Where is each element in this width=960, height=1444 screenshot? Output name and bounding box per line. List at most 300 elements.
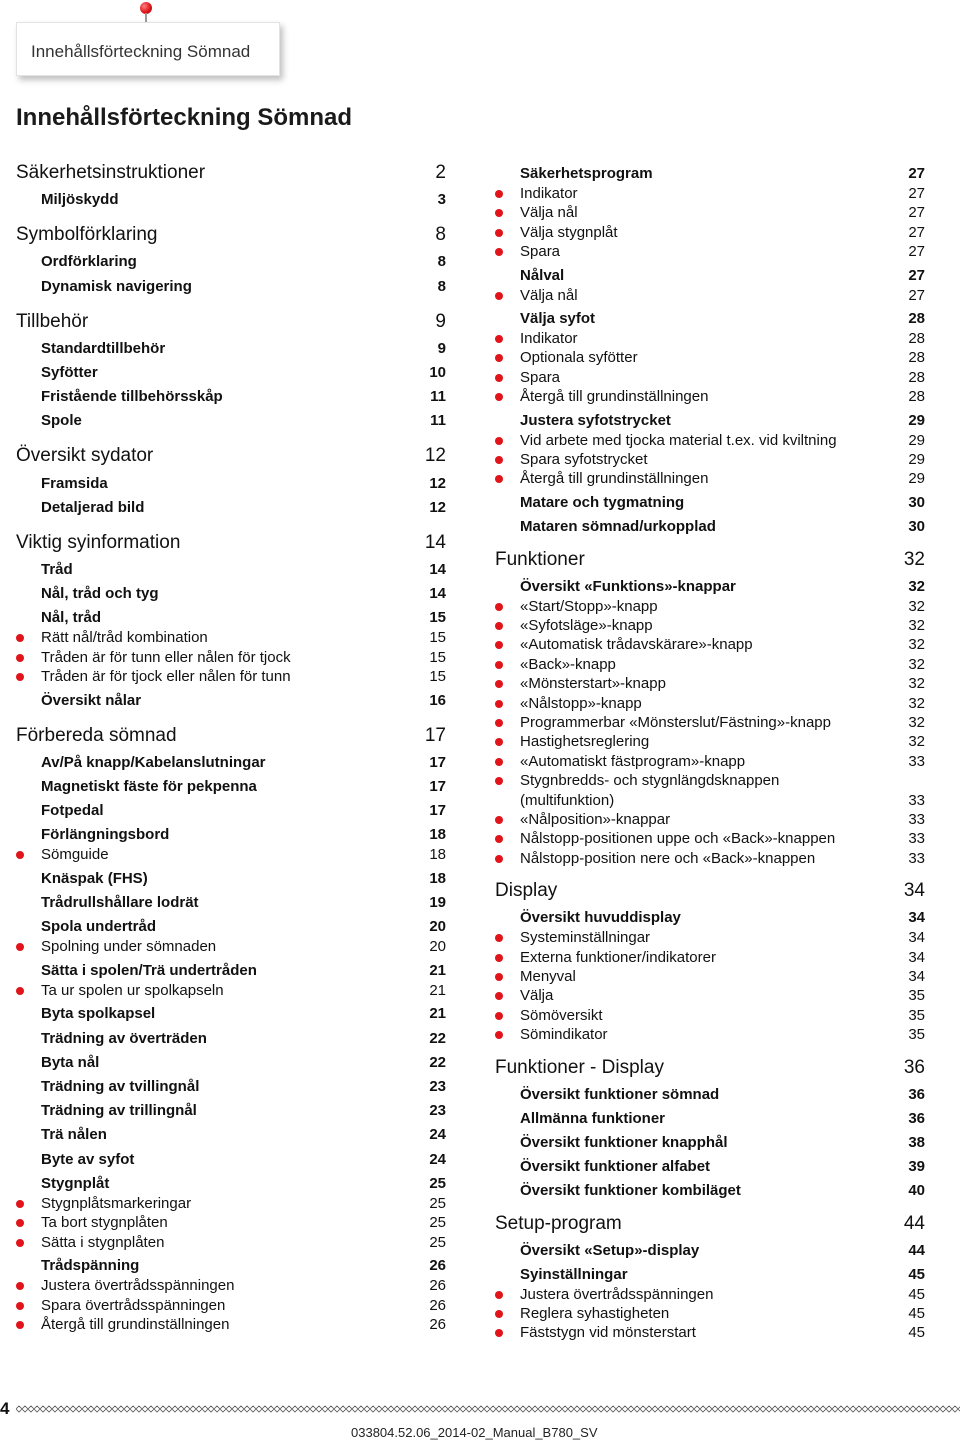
toc-entry-page: 32 (908, 636, 925, 654)
toc-bullet-row[interactable] (495, 1304, 925, 1323)
toc-entry-page: 34 (908, 948, 925, 966)
toc-entry-title: Framsida (41, 474, 108, 492)
toc-entry-title: Av/På knapp/Kabelanslutningar (41, 753, 266, 771)
toc-entry-title: Säkerhetsinstruktioner (16, 162, 206, 183)
toc-entry-page: 34 (908, 967, 925, 985)
toc-entry-page: 29 (908, 450, 925, 468)
toc-entry-title: Tillbehör (16, 310, 89, 332)
toc-entry-title: «Nålposition»-knappar (520, 811, 671, 829)
toc-entry-title: Justera övertrådsspänningen (520, 1285, 714, 1303)
toc-entry-title: Symbolförklaring (16, 224, 158, 246)
page-number: 4 (0, 1399, 10, 1418)
toc-entry-page: 17 (429, 753, 446, 771)
toc-entry-title: Optionala syfötter (520, 349, 638, 367)
toc-entry-page: 11 (430, 388, 446, 406)
toc-entry-title: Byte av syfot (41, 1150, 135, 1168)
toc-entry-page: 33 (908, 811, 925, 829)
toc-entry-title: Välja stygnplåt (520, 223, 618, 241)
toc-entry-page: 28 (908, 329, 925, 347)
toc-entry-title: Trädning av överträden (41, 1029, 207, 1047)
toc-entry-page: 45 (908, 1324, 925, 1342)
toc-bullet-row[interactable] (495, 348, 925, 367)
toc-bullet-row[interactable] (495, 1025, 925, 1044)
toc-entry-page: 23 (429, 1102, 446, 1120)
toc-entry-page: 11 (430, 412, 446, 430)
toc-bullet-row[interactable] (495, 286, 925, 305)
toc-entry-title: Tråden är för tjock eller nålen för tunn (41, 668, 291, 686)
toc-subsection-row[interactable] (495, 577, 925, 597)
toc-bullet-row[interactable] (16, 628, 446, 647)
toc-entry-page: 27 (908, 266, 925, 284)
toc-subsection-row[interactable] (16, 387, 446, 407)
toc-entry-page: 14 (429, 585, 446, 603)
toc-entry-page: 27 (908, 243, 925, 261)
toc-bullet-row[interactable] (495, 469, 925, 488)
toc-entry-title: «Automatisk trådavskärare»-knapp (520, 636, 753, 654)
toc-bullet-row[interactable] (16, 1276, 446, 1295)
toc-bullet-row[interactable] (16, 1194, 446, 1213)
toc-entry-page: 35 (908, 1006, 925, 1024)
toc-entry-title: Välja (520, 987, 554, 1005)
toc-bullet-row[interactable] (495, 694, 925, 713)
toc-entry-page: 21 (429, 961, 446, 979)
toc-subsection-row[interactable] (16, 474, 446, 494)
toc-bullet-row[interactable] (495, 928, 925, 947)
toc-entry-title: Översikt funktioner kombiläget (520, 1181, 741, 1199)
toc-bullet-row[interactable] (495, 329, 925, 348)
toc-entry-title: Justera syfotstrycket (520, 411, 671, 429)
toc-entry-page: 36 (908, 1085, 925, 1103)
toc-entry-page: 8 (435, 224, 446, 246)
toc-entry-title: Viktig syinformation (16, 531, 181, 553)
toc-entry-page: 33 (908, 791, 925, 809)
toc-entry-page: 33 (908, 830, 925, 848)
toc-entry-page: 17 (429, 777, 446, 795)
toc-entry-page: 17 (424, 724, 446, 746)
toc-entry-title: Miljöskydd (41, 191, 119, 209)
toc-subsection-row[interactable] (16, 277, 446, 297)
toc-entry-title: Spara (520, 368, 561, 386)
toc-entry-page: 36 (908, 1109, 925, 1127)
toc-bullet-row[interactable] (16, 981, 446, 1000)
toc-entry-page: 32 (908, 597, 925, 615)
toc-section-row[interactable] (16, 160, 446, 186)
toc-bullet-row[interactable] (495, 771, 925, 810)
toc-entry-title: Översikt huvuddisplay (520, 909, 681, 927)
toc-section-row[interactable] (495, 878, 925, 904)
toc-bullet-row[interactable] (495, 732, 925, 751)
toc-subsection-row[interactable] (16, 1077, 446, 1097)
toc-subsection-row[interactable] (16, 339, 446, 359)
toc-section-row[interactable] (495, 1211, 925, 1237)
toc-subsection-row[interactable] (16, 869, 446, 889)
toc-section-row[interactable] (16, 222, 446, 248)
toc-subsection-row[interactable] (495, 517, 925, 537)
toc-entry-title: «Syfotsläge»-knapp (520, 617, 653, 635)
toc-subsection-row[interactable] (16, 917, 446, 937)
toc-entry-title: «Automatiskt fästprogram»-knapp (520, 752, 746, 770)
toc-entry-title: Vid arbete med tjocka material t.ex. vid kviltning (520, 431, 837, 449)
toc-entry-title: Dynamisk navigering (41, 277, 192, 295)
toc-entry-page: 25 (429, 1174, 446, 1192)
toc-entry-page: 38 (908, 1133, 925, 1151)
toc-entry-title: Återgå till grundinställningen (520, 388, 709, 406)
toc-entry-page: 23 (429, 1078, 446, 1096)
toc-bullet-row[interactable] (495, 752, 925, 771)
toc-entry-page: 14 (424, 531, 446, 553)
toc-bullet-row[interactable] (495, 1323, 925, 1342)
toc-entry-title: Setup-program (495, 1212, 622, 1234)
toc-subsection-row[interactable] (495, 266, 925, 286)
toc-entry-title: Display (495, 880, 558, 902)
toc-subsection-row[interactable] (16, 608, 446, 628)
toc-subsection-row[interactable] (16, 584, 446, 604)
toc-entry-title: Återgå till grundinställningen (41, 1315, 230, 1333)
toc-bullet-row[interactable] (16, 1233, 446, 1252)
toc-entry-title: Spolning under sömnaden (41, 938, 217, 956)
toc-entry-page: 33 (908, 752, 925, 770)
toc-entry-title: Mataren sömnad/urkopplad (520, 517, 716, 535)
toc-entry-page: 33 (908, 849, 925, 867)
toc-entry-title: Syfötter (41, 363, 98, 381)
toc-entry-title: Standardtillbehör (41, 339, 166, 357)
toc-entry-page: 25 (429, 1194, 446, 1212)
toc-entry-page: 32 (908, 577, 925, 595)
toc-bullet-row[interactable] (16, 648, 446, 667)
toc-entry-title: Spara syfotstrycket (520, 450, 648, 468)
toc-entry-page: 15 (429, 668, 446, 686)
toc-bullet-row[interactable] (16, 845, 446, 864)
toc-entry-title: Förbereda sömnad (16, 724, 177, 746)
toc-entry-title: Menyval (520, 967, 576, 985)
toc-entry-title: Översikt «Setup»-display (520, 1241, 700, 1259)
toc-entry-page: 14 (429, 560, 446, 578)
toc-entry-title: Ta ur spolen ur spolkapseln (41, 981, 224, 999)
toc-entry-title: Välja syfot (520, 309, 596, 327)
toc-subsection-row[interactable] (16, 363, 446, 383)
toc-entry-title: Programmerbar «Mönsterslut/Fästning»-knapp (520, 714, 831, 732)
toc-entry-title: Återgå till grundinställningen (520, 470, 709, 488)
toc-bullet-row[interactable] (495, 597, 925, 616)
toc-entry-title: Nålstopp-positionen uppe och «Back»-knappen (520, 830, 836, 848)
toc-section-row[interactable] (495, 1055, 925, 1081)
toc-bullet-row[interactable] (495, 242, 925, 261)
toc-entry-page: 12 (424, 445, 446, 467)
toc-entry-title: Trädning av tvillingnål (41, 1078, 200, 1096)
toc-entry-title: Översikt sydator (16, 445, 154, 467)
toc-entry-title: Fristående tillbehörsskåp (41, 388, 223, 406)
toc-entry-page: 27 (908, 185, 925, 202)
toc-bullet-row[interactable] (495, 387, 925, 406)
toc-left-column (16, 160, 446, 1334)
header-tab-title: Innehållsförteckning Sömnad (31, 42, 251, 61)
toc-entry-title: Stygnplåt (41, 1174, 110, 1192)
toc-entry-page: 39 (908, 1157, 925, 1175)
toc-entry-page: 27 (908, 286, 925, 304)
toc-entry-page: 8 (437, 253, 446, 271)
toc-subsection-row[interactable] (495, 164, 925, 184)
toc-bullet-row[interactable] (495, 1285, 925, 1304)
toc-right-column (495, 160, 925, 1343)
toc-entry-page: 17 (429, 802, 446, 820)
toc-entry-page: 27 (908, 223, 925, 241)
footer-zigzag-rule (16, 1404, 960, 1414)
page-title: Innehållsförteckning Sömnad (16, 104, 353, 131)
toc-subsection-row[interactable] (495, 1133, 925, 1153)
toc-bullet-row[interactable] (495, 829, 925, 848)
toc-bullet-row[interactable] (495, 431, 925, 450)
toc-subsection-row[interactable] (495, 493, 925, 513)
toc-entry-title: Spara (520, 243, 561, 261)
toc-subsection-row[interactable] (16, 190, 446, 210)
toc-entry-title: «Start/Stopp»-knapp (520, 597, 658, 615)
toc-entry-page: 29 (908, 470, 925, 488)
toc-entry-page: 36 (903, 1056, 925, 1078)
toc-entry-title: Spola undertråd (41, 918, 157, 936)
toc-entry-page: 30 (908, 493, 925, 511)
toc-entry-page: 22 (429, 1029, 446, 1047)
toc-subsection-row[interactable] (16, 753, 446, 773)
toc-bullet-row[interactable] (16, 667, 446, 686)
toc-bullet-row[interactable] (16, 937, 446, 956)
toc-bullet-row[interactable] (495, 948, 925, 967)
toc-bullet-row[interactable] (495, 368, 925, 387)
toc-entry-page: 8 (437, 277, 446, 295)
toc-entry-title: Reglera syhastigheten (520, 1304, 670, 1322)
toc-entry-page: 32 (903, 548, 925, 570)
toc-subsection-row[interactable] (495, 1241, 925, 1261)
toc-entry-page: 28 (908, 309, 925, 327)
toc-entry-page: 20 (429, 938, 446, 956)
toc-entry-page: 32 (908, 675, 925, 693)
toc-entry-title: Matare och tygmatning (520, 493, 685, 511)
toc-bullet-row[interactable] (495, 986, 925, 1005)
toc-bullet-row[interactable] (495, 713, 925, 732)
toc-entry-title: Byta nål (41, 1053, 100, 1071)
toc-entry-title: Allmänna funktioner (520, 1109, 666, 1127)
toc-entry-page: 16 (429, 691, 446, 709)
toc-subsection-row[interactable] (495, 309, 925, 329)
toc-entry-page: 34 (903, 880, 925, 902)
toc-entry-title: Funktioner (495, 548, 585, 570)
toc-entry-title: «Mönsterstart»-knapp (520, 675, 666, 693)
toc-subsection-row[interactable] (16, 825, 446, 845)
toc-entry-page: 9 (435, 310, 446, 332)
toc-entry-title: Översikt funktioner sömnad (520, 1085, 720, 1103)
document-code: 033804.52.06_2014-02_Manual_B780_SV (351, 1425, 598, 1440)
toc-bullet-row[interactable] (16, 1213, 446, 1232)
toc-entry-title: Funktioner - Display (495, 1056, 664, 1078)
toc-entry-title: Sömindikator (520, 1026, 608, 1044)
toc-entry-title: Magnetiskt fäste för pekpenna (41, 777, 257, 795)
toc-bullet-row[interactable] (495, 203, 925, 222)
toc-bullet-row[interactable] (495, 655, 925, 674)
toc-entry-title: Översikt funktioner alfabet (520, 1157, 711, 1175)
toc-subsection-row[interactable] (16, 411, 446, 431)
toc-entry-page: 44 (908, 1241, 925, 1259)
toc-bullet-row[interactable] (495, 616, 925, 635)
toc-entry-page: 22 (429, 1053, 446, 1071)
toc-entry-title: Sömguide (41, 846, 109, 864)
toc-entry-title: Översikt funktioner knapphål (520, 1133, 728, 1151)
toc-entry-page: 28 (908, 349, 925, 367)
toc-entry-page: 21 (429, 1005, 446, 1023)
toc-entry-page: 35 (908, 987, 925, 1005)
toc-subsection-row[interactable] (495, 411, 925, 431)
toc-entry-page: 20 (429, 918, 446, 936)
toc-entry-title: Fäststygn vid mönsterstart (520, 1324, 696, 1342)
toc-entry-page: 25 (429, 1214, 446, 1232)
toc-entry-page: 3 (437, 191, 446, 209)
toc-subsection-row[interactable] (16, 1029, 446, 1049)
toc-entry-page: 34 (908, 929, 925, 947)
toc-entry-page: 35 (908, 1026, 925, 1044)
toc-entry-page: 30 (908, 517, 925, 535)
toc-entry-page: 32 (908, 733, 925, 751)
toc-entry-title: Spole (41, 412, 82, 430)
toc-entry-page: 24 (429, 1126, 446, 1144)
toc-entry-page: 26 (429, 1257, 446, 1275)
toc-entry-title: Spara övertrådsspänningen (41, 1296, 226, 1314)
toc-entry-title: Trådrullshållare lodrät (41, 894, 199, 912)
toc-entry-title: Systeminställningar (520, 929, 651, 947)
toc-entry-page: 44 (903, 1212, 925, 1234)
toc-entry-title: Trädning av trillingnål (41, 1102, 197, 1120)
toc-entry-page: 27 (908, 204, 925, 222)
toc-subsection-row[interactable] (16, 1101, 446, 1121)
toc-entry-page: 18 (429, 826, 446, 844)
toc-entry-page: 28 (908, 388, 925, 406)
toc-subsection-row[interactable] (16, 1125, 446, 1145)
toc-entry-title: «Back»-knapp (520, 655, 616, 673)
toc-subsection-row[interactable] (16, 893, 446, 913)
toc-entry-page: 15 (429, 609, 446, 627)
toc-subsection-row[interactable] (16, 1004, 446, 1024)
toc-entry-page: 28 (908, 368, 925, 386)
toc-entry-page: 29 (908, 431, 925, 449)
toc-bullet-row[interactable] (495, 849, 925, 868)
toc-entry-page: 45 (908, 1285, 925, 1303)
toc-entry-title: Nålval (520, 266, 565, 284)
toc-entry-page: 32 (908, 655, 925, 673)
toc-bullet-row[interactable] (495, 674, 925, 693)
toc-entry-title: Sätta i spolen/Trä undertråden (41, 961, 257, 979)
toc-entry-title: Trä nålen (41, 1126, 107, 1144)
toc-entry-title: Nål, tråd och tyg (41, 585, 159, 603)
toc-subsection-row[interactable] (16, 1150, 446, 1170)
toc-entry-title: Syinställningar (520, 1265, 628, 1283)
toc-bullet-row[interactable] (495, 635, 925, 654)
toc-subsection-row[interactable] (495, 908, 925, 928)
toc-subsection-row[interactable] (495, 1109, 925, 1129)
toc-entry-title: Tråden är för tunn eller nålen för tjock (41, 648, 291, 666)
toc-entry-page: 45 (908, 1265, 925, 1283)
toc-entry-page: 26 (429, 1315, 446, 1333)
toc-subsection-row[interactable] (16, 961, 446, 981)
toc-entry-page: 32 (908, 617, 925, 635)
toc-section-row[interactable] (16, 443, 446, 469)
toc-entry-title: Översikt «Funktions»-knappar (520, 577, 736, 595)
toc-entry-title: «Nålstopp»-knapp (520, 694, 642, 712)
toc-entry-title: Justera övertrådsspänningen (41, 1277, 235, 1295)
toc-bullet-row[interactable] (495, 967, 925, 986)
toc-subsection-row[interactable] (16, 1174, 446, 1194)
toc-entry-title: Stygnplåtsmarkeringar (41, 1194, 192, 1212)
toc-entry-page: 34 (908, 909, 925, 927)
toc-entry-title: Översikt nålar (41, 691, 142, 709)
toc-subsection-row[interactable] (16, 1256, 446, 1276)
toc-entry-page: 32 (908, 714, 925, 732)
toc-entry-title: Indikator (520, 329, 578, 347)
toc-entry-title: Fotpedal (41, 802, 104, 820)
toc-subsection-row[interactable] (495, 1265, 925, 1285)
toc-entry-title: Hastighetsreglering (520, 733, 650, 751)
toc-subsection-row[interactable] (16, 1053, 446, 1073)
toc-entry-page: 21 (429, 981, 446, 999)
toc-bullet-row[interactable] (495, 1006, 925, 1025)
toc-subsection-row[interactable] (16, 252, 446, 272)
toc-entry-title: Välja nål (520, 286, 578, 304)
toc-section-row[interactable] (495, 547, 925, 573)
toc-entry-page: 15 (429, 629, 446, 647)
toc-bullet-row[interactable] (495, 810, 925, 829)
toc-entry-title: Ta bort stygnplåten (41, 1214, 168, 1232)
toc-entry-title: Indikator (520, 185, 578, 202)
toc-subsection-row[interactable] (495, 1181, 925, 1201)
toc-entry-page: 18 (429, 869, 446, 887)
toc-entry-page: 29 (908, 411, 925, 429)
toc-subsection-row[interactable] (16, 498, 446, 518)
toc-entry-title: Nål, tråd (41, 609, 102, 627)
toc-bullet-row[interactable] (495, 450, 925, 469)
toc-entry-page: 24 (429, 1150, 446, 1168)
toc-entry-page: 27 (908, 165, 925, 182)
toc-entry-page: 45 (908, 1304, 925, 1322)
toc-entry-title: Knäspak (FHS) (41, 869, 148, 887)
toc-entry-title: Externa funktioner/indikatorer (520, 948, 716, 966)
toc-entry-page: 32 (908, 694, 925, 712)
toc-entry-page: 19 (429, 894, 446, 912)
toc-bullet-row[interactable] (495, 184, 925, 203)
toc-bullet-row[interactable] (495, 223, 925, 242)
toc-entry-page: 26 (429, 1296, 446, 1314)
toc-entry-title: Rätt nål/tråd kombination (41, 629, 208, 647)
toc-entry-title: Detaljerad bild (41, 498, 145, 516)
toc-entry-title: Välja nål (520, 204, 578, 222)
toc-entry-page: 40 (908, 1181, 925, 1199)
toc-section-row[interactable] (16, 723, 446, 749)
toc-entry-page: 25 (429, 1233, 446, 1251)
toc-section-row[interactable] (16, 530, 446, 556)
toc-entry-page: 10 (429, 363, 446, 381)
toc-section-row[interactable] (16, 309, 446, 335)
toc-entry-page: 26 (429, 1277, 446, 1295)
toc-entry-page: 9 (437, 339, 446, 357)
toc-entry-title: Sömöversikt (520, 1006, 603, 1024)
toc-entry-page: 15 (429, 648, 446, 666)
toc-entry-page: 12 (429, 474, 446, 492)
toc-bullet-row[interactable] (16, 1296, 446, 1315)
toc-entry-page: 12 (429, 498, 446, 516)
toc-subsection-row[interactable] (16, 560, 446, 580)
toc-subsection-row[interactable] (16, 777, 446, 797)
toc-bullet-row[interactable] (16, 1315, 446, 1334)
toc-subsection-row[interactable] (495, 1085, 925, 1105)
toc-subsection-row[interactable] (495, 1157, 925, 1177)
toc-subsection-row[interactable] (16, 801, 446, 821)
toc-entry-title: Ordförklaring (41, 253, 137, 271)
toc-subsection-row[interactable] (16, 691, 446, 711)
